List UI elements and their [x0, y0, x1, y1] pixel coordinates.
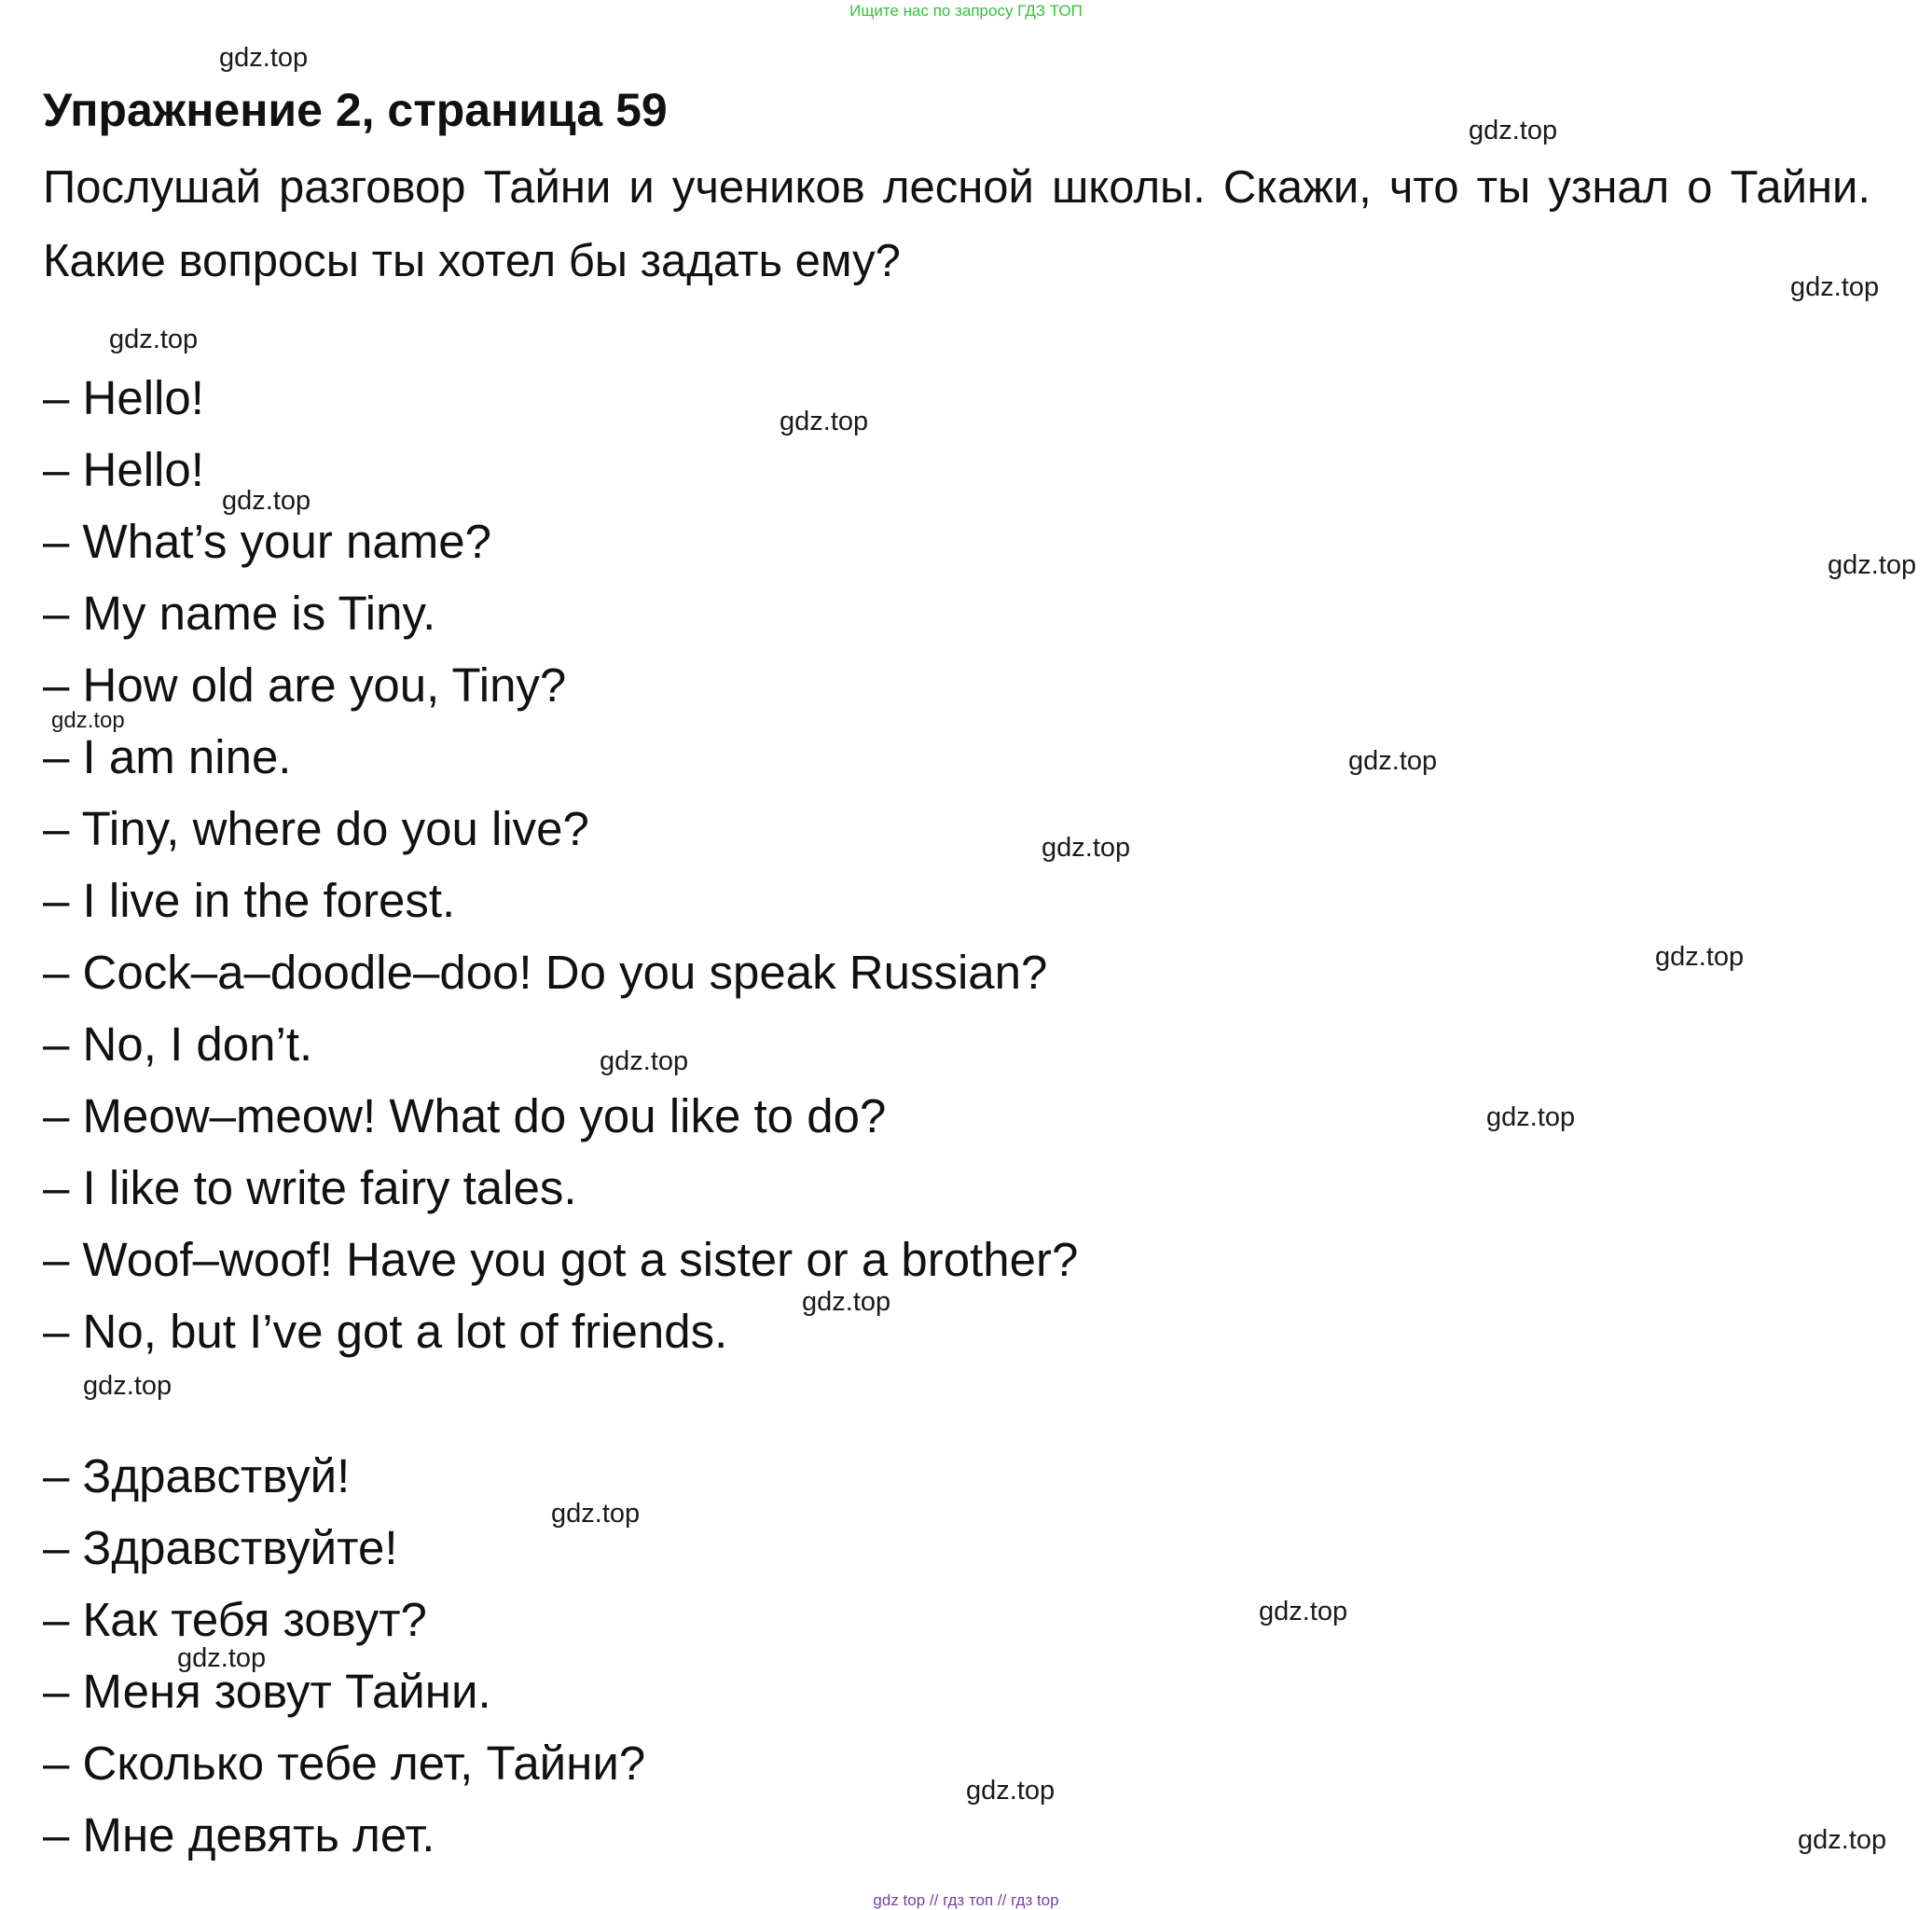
- dialogue-line: – How old are you, Tiny?: [43, 658, 567, 712]
- watermark: gdz.top: [1259, 1597, 1348, 1626]
- top-banner: Ищите нас по запросу ГДЗ ТОП: [849, 2, 1083, 20]
- watermark: gdz.top: [1798, 1825, 1887, 1855]
- exercise-title: Упражнение 2, страница 59: [43, 84, 668, 136]
- watermark: gdz.top: [600, 1046, 689, 1076]
- dialogue-line: – No, I don’t.: [43, 1017, 313, 1071]
- watermark: gdz.top: [1042, 833, 1131, 863]
- translation-line: – Меня зовут Тайни.: [43, 1665, 491, 1718]
- watermark: gdz.top: [51, 708, 125, 733]
- watermark: gdz.top: [1790, 272, 1880, 302]
- dialogue-line: – Hello!: [43, 443, 204, 496]
- dialogue-line: – I live in the forest.: [43, 874, 456, 927]
- dialogue-line: – Cock–a–doodle–doo! Do you speak Russian?: [43, 946, 1048, 999]
- watermark: gdz.top: [109, 325, 199, 354]
- translation-line: – Сколько тебе лет, Тайни?: [43, 1737, 646, 1790]
- translation-line: – Как тебя зовут?: [43, 1593, 427, 1646]
- watermark: gdz.top: [83, 1371, 172, 1401]
- watermark: gdz.top: [222, 486, 311, 516]
- dialogue-line: – Woof–woof! Have you got a sister or a brother?: [43, 1233, 1079, 1286]
- task-text: Послушай разговор Тайни и учеников лесной школы. Скажи, что ты узнал о Тайни. Какие вопросы ты хотел бы задать ему?: [43, 162, 1870, 286]
- translation-line: – Здравствуй!: [43, 1449, 351, 1502]
- bottom-banner: gdz top // гдз топ // гдз top: [873, 1891, 1059, 1909]
- watermark: gdz.top: [966, 1776, 1056, 1806]
- dialogue-line: – Meow–meow! What do you like to do?: [43, 1089, 887, 1142]
- watermark: gdz.top: [1828, 550, 1917, 580]
- watermark: gdz.top: [1348, 746, 1438, 776]
- watermark: gdz.top: [1486, 1102, 1576, 1132]
- dialogue-line: – Hello!: [43, 371, 204, 424]
- watermark: gdz.top: [802, 1287, 891, 1317]
- watermark: gdz.top: [1655, 942, 1745, 972]
- translation-line: – Мне девять лет.: [43, 1808, 435, 1862]
- dialogue-line: – I like to write fairy tales.: [43, 1161, 577, 1214]
- watermark: gdz.top: [551, 1499, 641, 1529]
- watermark: gdz.top: [1469, 116, 1558, 145]
- dialogue-line: – My name is Tiny.: [43, 587, 436, 640]
- translation-line: – Здравствуйте!: [43, 1521, 398, 1574]
- dialogue-line: – I am nine.: [43, 730, 292, 783]
- dialogue-line: – Tiny, where do you live?: [43, 802, 589, 855]
- dialogue-line: – No, but I’ve got a lot of friends.: [43, 1305, 728, 1358]
- dialogue-line: – What’s your name?: [43, 515, 491, 568]
- watermark: gdz.top: [177, 1643, 267, 1673]
- watermark: gdz.top: [219, 43, 309, 73]
- watermark: gdz.top: [780, 407, 869, 436]
